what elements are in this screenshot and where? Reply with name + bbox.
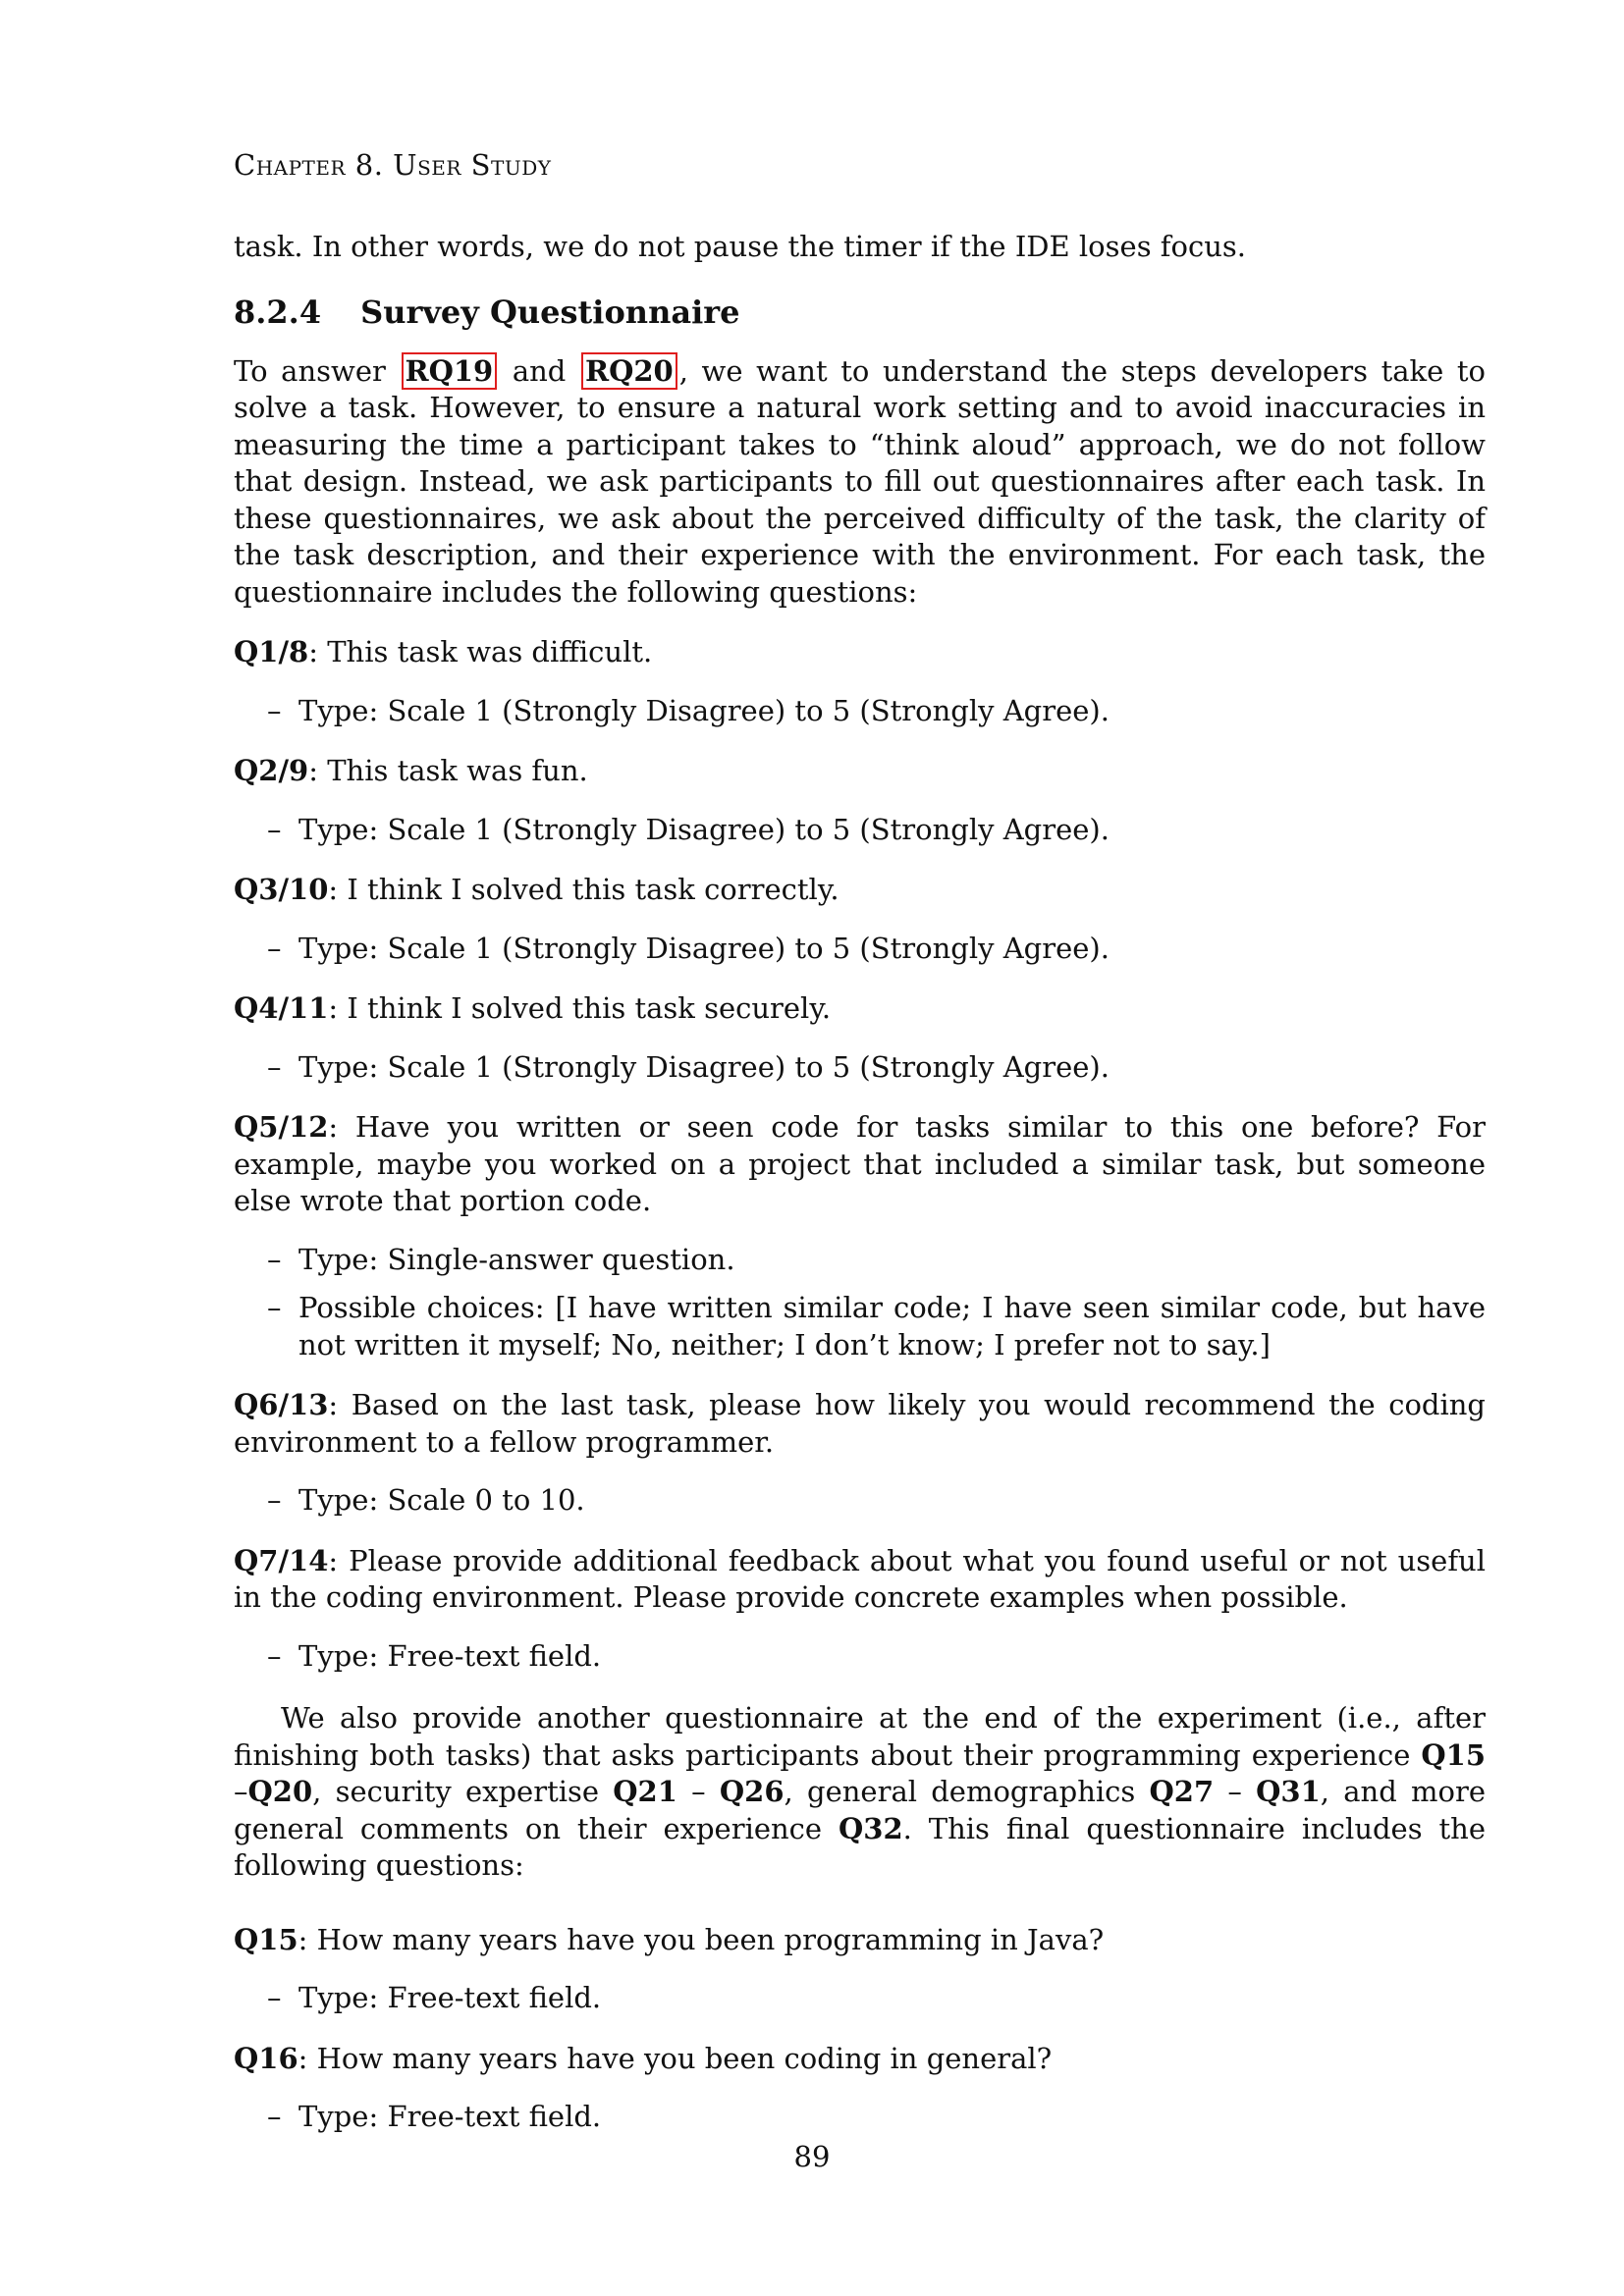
question-item bbox=[234, 1543, 1486, 1617]
question-ref: Q26 bbox=[719, 1775, 785, 1808]
question-id: Q7/14 bbox=[234, 1543, 329, 1577]
question-text: : How many years have you been coding in general? bbox=[298, 2041, 1053, 2075]
section-title: Survey Questionnaire bbox=[360, 294, 740, 331]
question-details bbox=[234, 931, 1486, 968]
page-number: 89 bbox=[793, 2140, 831, 2173]
para-text: – bbox=[234, 1775, 248, 1808]
question-detail-item: – Type: Free-text field. bbox=[234, 1638, 1486, 1676]
question-detail-item: – Type: Single-answer question. bbox=[234, 1242, 1486, 1279]
para-text: , we want to understand the steps developers take to solve a task. However, to ensure a natural work setting and to avoid inaccuracies in measuring the time a participant takes to “think aloud” approach, we do not follow that design. Instead, we ask participants to fill out questionnaires after each task. In these questionnaires, we ask about the perceived difficulty of the task, the clarity of the task description, and their experience with the environment. For each task, the questionnaire includes the following questions: bbox=[234, 353, 1487, 609]
question-item bbox=[234, 1922, 1486, 1959]
question-text: : Please provide additional feedback about what you found useful or not useful in the coding environment. Please provide concrete examples when possible. bbox=[234, 1543, 1486, 1614]
question-item bbox=[234, 1109, 1486, 1220]
question-item bbox=[234, 2041, 1486, 2078]
question-detail-item: – Type: Scale 1 (Strongly Disagree) to 5 (Strongly Agree). bbox=[234, 931, 1486, 968]
question-id: Q3/10 bbox=[234, 873, 329, 906]
question-details bbox=[234, 1242, 1486, 1364]
question-details bbox=[234, 812, 1486, 849]
para-text: – bbox=[1214, 1775, 1257, 1808]
intro-line: task. In other words, we do not pause the timer if the IDE loses focus. bbox=[234, 229, 1247, 263]
question-id: Q2/9 bbox=[234, 754, 309, 787]
question-detail-item: – Type: Scale 0 to 10. bbox=[234, 1482, 1486, 1520]
intro-paragraph bbox=[234, 353, 1486, 612]
question-item bbox=[234, 990, 1486, 1028]
question-details bbox=[234, 1980, 1486, 2017]
question-text: : Based on the last task, please how likely you would recommend the coding environment to a fellow programmer. bbox=[234, 1388, 1486, 1459]
para-text: We also provide another questionnaire at the end of the experiment (i.e., after finishing both tasks) that asks participants about their programming experience bbox=[234, 1701, 1486, 1772]
question-item bbox=[234, 634, 1486, 671]
question-item bbox=[234, 1387, 1486, 1461]
ref-link-rq19[interactable]: RQ19 bbox=[402, 352, 498, 390]
question-detail-item: – Type: Scale 1 (Strongly Disagree) to 5 (Strongly Agree). bbox=[234, 1049, 1486, 1087]
question-ref: Q27 bbox=[1149, 1775, 1215, 1808]
question-details bbox=[234, 1482, 1486, 1520]
question-id: Q5/12 bbox=[234, 1110, 329, 1144]
question-text: : How many years have you been programming in Java? bbox=[298, 1922, 1105, 1956]
question-id: Q1/8 bbox=[234, 635, 309, 668]
question-detail-item: – Possible choices: [I have written similar code; I have seen similar code, but have not written it myself; No, neither; I don’t know; I prefer not to say.] bbox=[234, 1290, 1486, 1363]
para-text: – bbox=[677, 1775, 720, 1808]
page-body bbox=[234, 147, 1486, 2148]
question-ref: Q20 bbox=[247, 1775, 313, 1808]
question-detail-item: – Type: Free-text field. bbox=[234, 1980, 1486, 2017]
section-heading bbox=[234, 294, 1486, 332]
question-id: Q15 bbox=[234, 1922, 298, 1956]
question-details bbox=[234, 2099, 1486, 2136]
section-number: 8.2.4 bbox=[234, 294, 322, 331]
running-header: Chapter 8. User Study bbox=[234, 148, 552, 182]
question-text: : This task was difficult. bbox=[308, 635, 653, 668]
para-text: , and more general comments on their experience bbox=[234, 1775, 1487, 1845]
question-item bbox=[234, 753, 1486, 790]
question-details bbox=[234, 693, 1486, 730]
para-text: , general demographics bbox=[784, 1775, 1150, 1808]
question-item bbox=[234, 872, 1486, 909]
question-details bbox=[234, 1049, 1486, 1087]
para-text: and bbox=[512, 353, 567, 388]
question-text: : I think I solved this task securely. bbox=[328, 991, 832, 1025]
ref-link-rq20[interactable]: RQ20 bbox=[581, 352, 677, 390]
per-task-questions bbox=[234, 634, 1486, 1675]
question-ref: Q32 bbox=[839, 1811, 903, 1845]
question-id: Q6/13 bbox=[234, 1388, 329, 1421]
para-text: , security expertise bbox=[312, 1775, 614, 1808]
question-text: : This task was fun. bbox=[308, 754, 588, 787]
question-text: : Have you written or seen code for tasks similar to this one before? For example, maybe you worked on a project that included a similar task, but someone else wrote that portion code. bbox=[234, 1110, 1486, 1217]
question-text: : I think I solved this task correctly. bbox=[328, 873, 839, 906]
question-ref: Q15 bbox=[1421, 1737, 1486, 1772]
question-detail-item: – Type: Scale 1 (Strongly Disagree) to 5 (Strongly Agree). bbox=[234, 693, 1486, 730]
question-id: Q16 bbox=[234, 2041, 298, 2075]
final-questionnaire-paragraph bbox=[234, 1700, 1486, 1885]
question-details bbox=[234, 1638, 1486, 1676]
para-text: . This final questionnaire includes the following questions: bbox=[234, 1811, 1486, 1882]
question-ref: Q21 bbox=[613, 1775, 677, 1808]
question-id: Q4/11 bbox=[234, 991, 329, 1025]
final-questions bbox=[234, 1922, 1486, 2136]
question-ref: Q31 bbox=[1256, 1775, 1321, 1808]
para-text: To answer bbox=[234, 353, 386, 388]
question-detail-item: – Type: Free-text field. bbox=[234, 2099, 1486, 2136]
question-detail-item: – Type: Scale 1 (Strongly Disagree) to 5 (Strongly Agree). bbox=[234, 812, 1486, 849]
